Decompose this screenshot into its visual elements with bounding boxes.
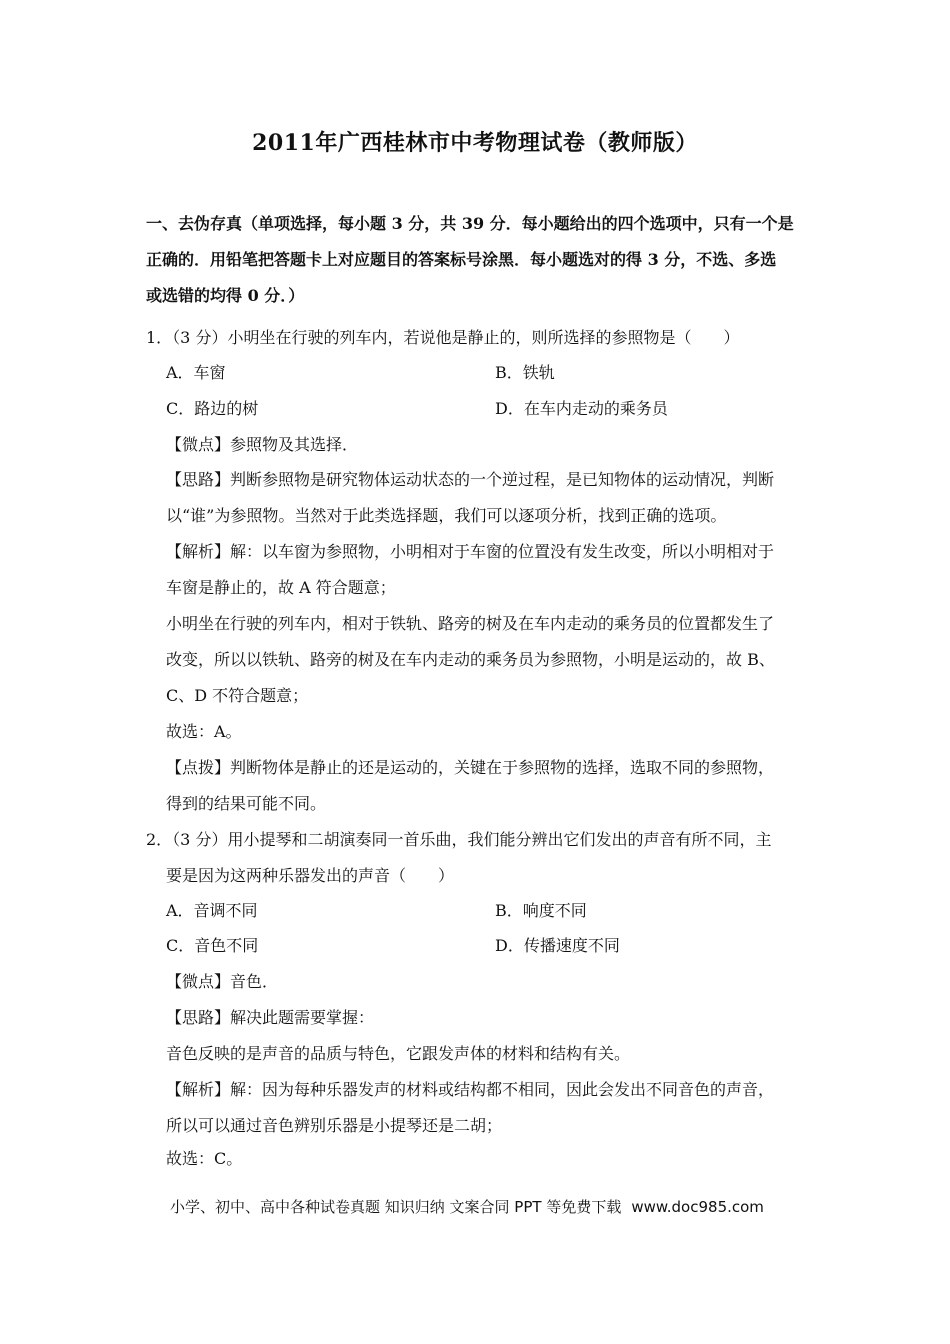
q2-jiexi-line-2: 所以可以通过音色辨别乐器是小提琴还是二胡； bbox=[166, 1116, 503, 1135]
q1-jiexi-line-4: 改变，所以以铁轨、路旁的树及在车内走动的乘务员为参照物，小明是运动的，故 B、 bbox=[166, 650, 775, 669]
q1-silu-line-1: 【思路】判断参照物是研究物体运动状态的一个逆过程，是已知物体的运动情况，判断 bbox=[166, 470, 775, 489]
q1-option-b: B．铁轨 bbox=[495, 363, 555, 382]
q1-jiexi-line-3: 小明坐在行驶的列车内，相对于铁轨、路旁的树及在车内走动的乘务员的位置都发生了 bbox=[166, 614, 775, 633]
q2-answer: 故选：C。 bbox=[166, 1149, 243, 1168]
footer-text: 小学、初中、高中各种试卷真题 知识归纳 文案合同 PPT 等免费下载 bbox=[170, 1198, 622, 1216]
q2-jiexi-line-1: 【解析】解：因为每种乐器发声的材料或结构都不相同，因此会发出不同音色的声音， bbox=[166, 1080, 775, 1099]
q1-option-c: C．路边的树 bbox=[166, 399, 259, 418]
q1-jiexi-line-1: 【解析】解：以车窗为参照物，小明相对于车窗的位置没有发生改变，所以小明相对于 bbox=[166, 542, 775, 561]
q2-option-d: D．传播速度不同 bbox=[495, 936, 620, 955]
footer-url-link[interactable]: www.doc985.com bbox=[631, 1198, 764, 1216]
document-title: 2011年广西桂林市中考物理试卷（教师版） bbox=[252, 130, 698, 156]
q2-option-a: A．音调不同 bbox=[166, 901, 258, 920]
q1-answer: 故选：A。 bbox=[166, 722, 242, 741]
q1-weidian: 【微点】参照物及其选择． bbox=[166, 435, 359, 454]
q1-jiexi-line-5: C、D 不符合题意； bbox=[166, 686, 309, 705]
q1-option-a: A．车窗 bbox=[166, 363, 226, 382]
q1-dianbo-line-2: 得到的结果可能不同。 bbox=[166, 794, 327, 813]
section-line-3: 或选错的均得 0 分．） bbox=[146, 286, 305, 305]
section-line-1: 一、去伪存真（单项选择，每小题 3 分，共 39 分．每小题给出的四个选项中，只有一个是 bbox=[146, 214, 794, 233]
q2-option-c: C．音色不同 bbox=[166, 936, 259, 955]
q1-dianbo-line-1: 【点拨】判断物体是静止的还是运动的，关键在于参照物的选择，选取不同的参照物， bbox=[166, 758, 775, 777]
q2-silu-line-2: 音色反映的是声音的品质与特色，它跟发声体的材料和结构有关。 bbox=[166, 1044, 631, 1063]
q1-jiexi-line-2: 车窗是静止的，故 A 符合题意； bbox=[166, 578, 396, 597]
q2-stem-line-2: 要是因为这两种乐器发出的声音（ ） bbox=[166, 866, 455, 885]
q1-silu-line-2: 以“谁”为参照物。当然对于此类选择题，我们可以逐项分析，找到正确的选项。 bbox=[166, 506, 727, 525]
q1-stem: 1．（3 分）小明坐在行驶的列车内，若说他是静止的，则所选择的参照物是（ ） bbox=[146, 328, 740, 347]
q2-silu-line-1: 【思路】解决此题需要掌握： bbox=[166, 1008, 375, 1027]
section-line-2: 正确的．用铅笔把答题卡上对应题目的答案标号涂黑．每小题选对的得 3 分，不选、多选 bbox=[146, 250, 777, 269]
q2-weidian: 【微点】音色． bbox=[166, 972, 279, 991]
page-footer bbox=[170, 1196, 764, 1217]
q2-stem-line-1: 2．（3 分）用小提琴和二胡演奏同一首乐曲，我们能分辨出它们发出的声音有所不同，主 bbox=[146, 830, 772, 849]
q2-option-b: B．响度不同 bbox=[495, 901, 587, 920]
section-heading bbox=[146, 206, 806, 314]
q1-option-d: D．在车内走动的乘务员 bbox=[495, 399, 668, 418]
